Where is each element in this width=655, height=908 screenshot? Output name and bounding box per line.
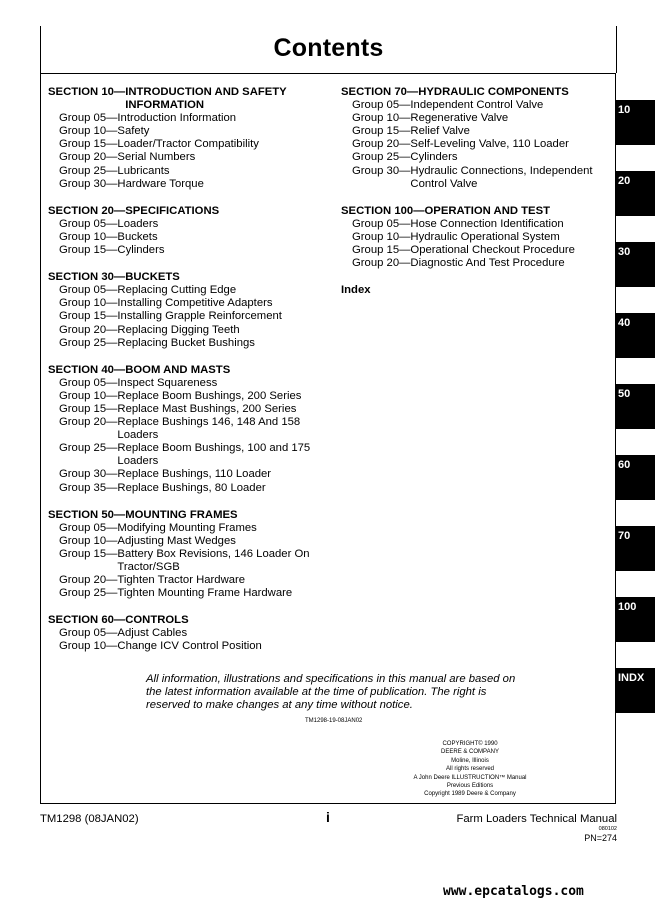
section-name: OPERATION AND TEST	[424, 204, 551, 217]
group-number: Group 10—	[59, 640, 118, 653]
disclaimer-notice: All information, illustrations and specifications in this manual are based on the latest information available at the time of publication. The right is reserved to make changes at any time without notice.	[146, 673, 516, 712]
section-number: SECTION 50—	[48, 508, 126, 521]
section-number: SECTION 40—	[48, 363, 126, 376]
group-number: Group 25—	[59, 587, 118, 600]
section-tab[interactable]: INDX	[616, 668, 655, 713]
group-number: Group 05—	[352, 99, 411, 112]
toc-group-entry[interactable]	[48, 218, 318, 231]
section-tab[interactable]: 30	[616, 242, 655, 287]
toc-group-entry[interactable]	[48, 535, 318, 548]
group-number: Group 10—	[59, 534, 118, 547]
tm-code: TM1298-19-08JAN02	[305, 718, 363, 724]
page-title: Contents	[273, 34, 384, 62]
group-number: Group 25—	[59, 442, 118, 455]
group-number: Group 05—	[59, 217, 118, 230]
group-title: Relief Valve	[410, 125, 470, 138]
copyright-line: A John Deere ILLUSTRUCTION™ Manual	[413, 774, 527, 781]
group-title: Loader/Tractor Compatibility	[117, 138, 259, 151]
section-name: MOUNTING FRAMES	[125, 508, 238, 521]
group-title: Introduction Information	[117, 112, 237, 125]
section-tab[interactable]: 40	[616, 313, 655, 358]
toc-group-entry[interactable]	[48, 548, 318, 574]
group-number: Group 20—	[59, 416, 118, 429]
group-title: Loaders	[117, 217, 159, 230]
group-title: Replace Bushings, 80 Loader	[117, 481, 266, 494]
group-title: Replacing Bucket Bushings	[117, 336, 255, 349]
group-number: Group 10—	[59, 297, 118, 310]
group-title: Battery Box Revisions, 146 Loader On Tractor/SGB	[117, 547, 310, 573]
section-tab[interactable]: 70	[616, 526, 655, 571]
section-tab[interactable]: 100	[616, 597, 655, 642]
group-title: Operational Checkout Procedure	[410, 244, 575, 257]
section-number: SECTION 60—	[48, 614, 126, 627]
group-number: Group 20—	[352, 257, 411, 270]
toc-group-entry[interactable]	[48, 337, 318, 350]
copyright-line: Moline, Illinois	[451, 757, 489, 764]
section-number: SECTION 10—	[48, 86, 126, 98]
section-number: SECTION 30—	[48, 271, 126, 284]
group-number: Group 05—	[59, 376, 118, 389]
group-number: Group 05—	[59, 627, 118, 640]
footer-manual-id: TM1298 (08JAN02)	[40, 813, 139, 825]
group-number: Group 15—	[59, 138, 118, 151]
group-number: Group 30—	[352, 164, 411, 177]
group-title: Adjusting Mast Wedges	[117, 534, 236, 547]
group-title: Serial Numbers	[117, 151, 196, 164]
group-number: Group 20—	[352, 138, 411, 151]
section-heading[interactable]	[48, 271, 318, 284]
group-number: Group 30—	[59, 468, 118, 481]
section-heading[interactable]	[48, 205, 318, 218]
group-title: Regenerative Valve	[410, 112, 509, 125]
section-name: BUCKETS	[125, 271, 180, 284]
group-title: Replacing Cutting Edge	[117, 284, 237, 297]
group-title: Independent Control Valve	[410, 99, 544, 112]
section-number: SECTION 100—	[341, 204, 425, 217]
toc-group-entry[interactable]	[48, 587, 318, 600]
group-number: Group 10—	[59, 230, 118, 243]
group-number: Group 15—	[352, 125, 411, 138]
section-name: CONTROLS	[125, 614, 189, 627]
toc-group-entry[interactable]	[48, 151, 318, 164]
group-title: Installing Competitive Adapters	[117, 297, 273, 310]
section-name: BOOM AND MASTS	[125, 363, 231, 376]
group-title: Hydraulic Connections, Independent Control Valve	[410, 164, 593, 190]
toc-group-entry[interactable]	[341, 231, 601, 244]
watermark: www.epcatalogs.com	[443, 884, 584, 899]
toc-section	[341, 205, 601, 270]
toc-group-entry[interactable]	[48, 284, 318, 297]
toc-group-entry[interactable]	[341, 257, 601, 270]
group-number: Group 15—	[59, 244, 118, 257]
group-number: Group 20—	[59, 151, 118, 164]
footer-pn: PN=274	[584, 833, 617, 843]
group-number: Group 30—	[59, 177, 118, 190]
toc-group-entry[interactable]	[48, 390, 318, 403]
group-title: Replace Boom Bushings, 200 Series	[117, 389, 302, 402]
section-tab[interactable]: 10	[616, 100, 655, 145]
section-number: SECTION 20—	[48, 204, 126, 217]
copyright-line: COPYRIGHT© 1990	[442, 741, 498, 747]
toc-group-entry[interactable]	[48, 377, 318, 390]
toc-group-entry[interactable]	[341, 138, 601, 151]
toc-group-entry[interactable]	[341, 244, 601, 257]
toc-group-entry[interactable]	[48, 324, 318, 337]
toc-group-entry[interactable]	[341, 151, 601, 164]
group-title: Modifying Mounting Frames	[117, 521, 257, 534]
toc-group-entry[interactable]	[341, 165, 601, 191]
section-tab[interactable]: 20	[616, 171, 655, 216]
group-number: Group 35—	[59, 481, 118, 494]
toc-section	[48, 271, 318, 350]
copyright-line: DEERE & COMPANY	[441, 749, 499, 756]
toc-group-entry[interactable]	[48, 640, 318, 653]
group-title: Hardware Torque	[117, 177, 204, 190]
section-heading[interactable]	[48, 509, 318, 522]
group-number: Group 10—	[59, 389, 118, 402]
group-title: Safety	[117, 125, 150, 138]
toc-group-entry[interactable]	[48, 574, 318, 587]
group-number: Group 15—	[59, 310, 118, 323]
toc-section	[341, 86, 601, 191]
group-title: Inspect Squareness	[117, 376, 218, 389]
group-title: Replace Mast Bushings, 200 Series	[117, 402, 297, 415]
group-number: Group 25—	[59, 336, 118, 349]
toc-group-entry[interactable]	[48, 125, 318, 138]
group-number: Group 20—	[59, 574, 118, 587]
group-title: Replace Bushings 146, 148 And 158 Loaders	[117, 416, 301, 442]
section-heading[interactable]	[48, 86, 318, 112]
toc-group-entry[interactable]	[48, 165, 318, 178]
group-title: Adjust Cables	[117, 627, 188, 640]
footer-code: 080102	[598, 826, 617, 832]
group-title: Tighten Mounting Frame Hardware	[117, 587, 293, 600]
toc-group-entry[interactable]	[341, 218, 601, 231]
section-tab[interactable]: 60	[616, 455, 655, 500]
toc-group-entry[interactable]	[48, 178, 318, 191]
toc-section	[48, 205, 318, 257]
toc-group-entry[interactable]	[341, 125, 601, 138]
left-column	[48, 86, 318, 668]
section-tab[interactable]: 50	[616, 384, 655, 429]
group-number: Group 15—	[59, 402, 118, 415]
group-number: Group 10—	[59, 125, 118, 138]
toc-group-entry[interactable]	[48, 522, 318, 535]
group-number: Group 05—	[59, 284, 118, 297]
group-number: Group 25—	[352, 151, 411, 164]
group-number: Group 15—	[352, 244, 411, 257]
toc-group-entry[interactable]	[48, 310, 318, 323]
group-number: Group 05—	[59, 521, 118, 534]
copyright-block	[400, 740, 540, 799]
toc-group-entry[interactable]	[48, 468, 318, 481]
group-number: Group 05—	[59, 112, 118, 125]
group-number: Group 20—	[59, 323, 118, 336]
group-title: Hydraulic Operational System	[410, 230, 560, 243]
right-column	[341, 86, 601, 297]
toc-group-entry[interactable]	[341, 99, 601, 112]
section-number: SECTION 70—	[341, 86, 419, 98]
toc-group-entry[interactable]	[48, 403, 318, 416]
toc-group-entry[interactable]	[48, 442, 318, 468]
group-title: Tighten Tractor Hardware	[117, 574, 246, 587]
group-title: Cylinders	[410, 151, 458, 164]
group-title: Hose Connection Identification	[410, 217, 564, 230]
toc-group-entry[interactable]	[48, 416, 318, 442]
section-heading[interactable]	[48, 614, 318, 627]
group-title: Change ICV Control Position	[117, 640, 262, 653]
copyright-line: Copyright 1989 Deere & Company	[424, 791, 516, 798]
group-title: Lubricants	[117, 164, 170, 177]
index-entry[interactable]: Index	[341, 284, 371, 297]
group-number: Group 10—	[352, 230, 411, 243]
section-name: SPECIFICATIONS	[125, 204, 220, 217]
group-title: Replace Boom Bushings, 100 and 175 Loaders	[117, 442, 311, 468]
group-number: Group 05—	[352, 217, 411, 230]
section-name: HYDRAULIC COMPONENTS	[418, 86, 569, 98]
toc-group-entry[interactable]	[48, 482, 318, 495]
toc-section	[48, 86, 318, 191]
toc-group-entry[interactable]	[48, 138, 318, 151]
toc-section	[48, 509, 318, 601]
toc-group-entry[interactable]	[48, 627, 318, 640]
group-title: Diagnostic And Test Procedure	[410, 257, 565, 270]
toc-section	[48, 364, 318, 495]
toc-group-entry[interactable]	[48, 244, 318, 257]
group-number: Group 10—	[352, 112, 411, 125]
group-title: Self-Leveling Valve, 110 Loader	[410, 138, 569, 151]
section-heading[interactable]	[341, 86, 601, 99]
section-heading[interactable]	[48, 364, 318, 377]
toc-group-entry[interactable]	[48, 112, 318, 125]
section-name: INTRODUCTION AND SAFETY INFORMATION	[125, 86, 287, 112]
group-title: Installing Grapple Reinforcement	[117, 310, 282, 323]
footer-manual-title: Farm Loaders Technical Manual	[456, 813, 617, 825]
toc-group-entry[interactable]	[48, 297, 318, 310]
group-number: Group 25—	[59, 164, 118, 177]
toc-section	[48, 614, 318, 653]
group-number: Group 15—	[59, 547, 118, 560]
group-title: Replacing Digging Teeth	[117, 323, 240, 336]
toc-group-entry[interactable]	[341, 112, 601, 125]
group-title: Replace Bushings, 110 Loader	[117, 468, 272, 481]
section-heading[interactable]	[341, 205, 601, 218]
toc-group-entry[interactable]	[48, 231, 318, 244]
group-title: Cylinders	[117, 244, 165, 257]
copyright-line: Previous Editions	[446, 783, 494, 790]
copyright-line: All rights reserved	[445, 766, 495, 773]
group-title: Buckets	[117, 230, 158, 243]
page-number: i	[326, 809, 330, 825]
